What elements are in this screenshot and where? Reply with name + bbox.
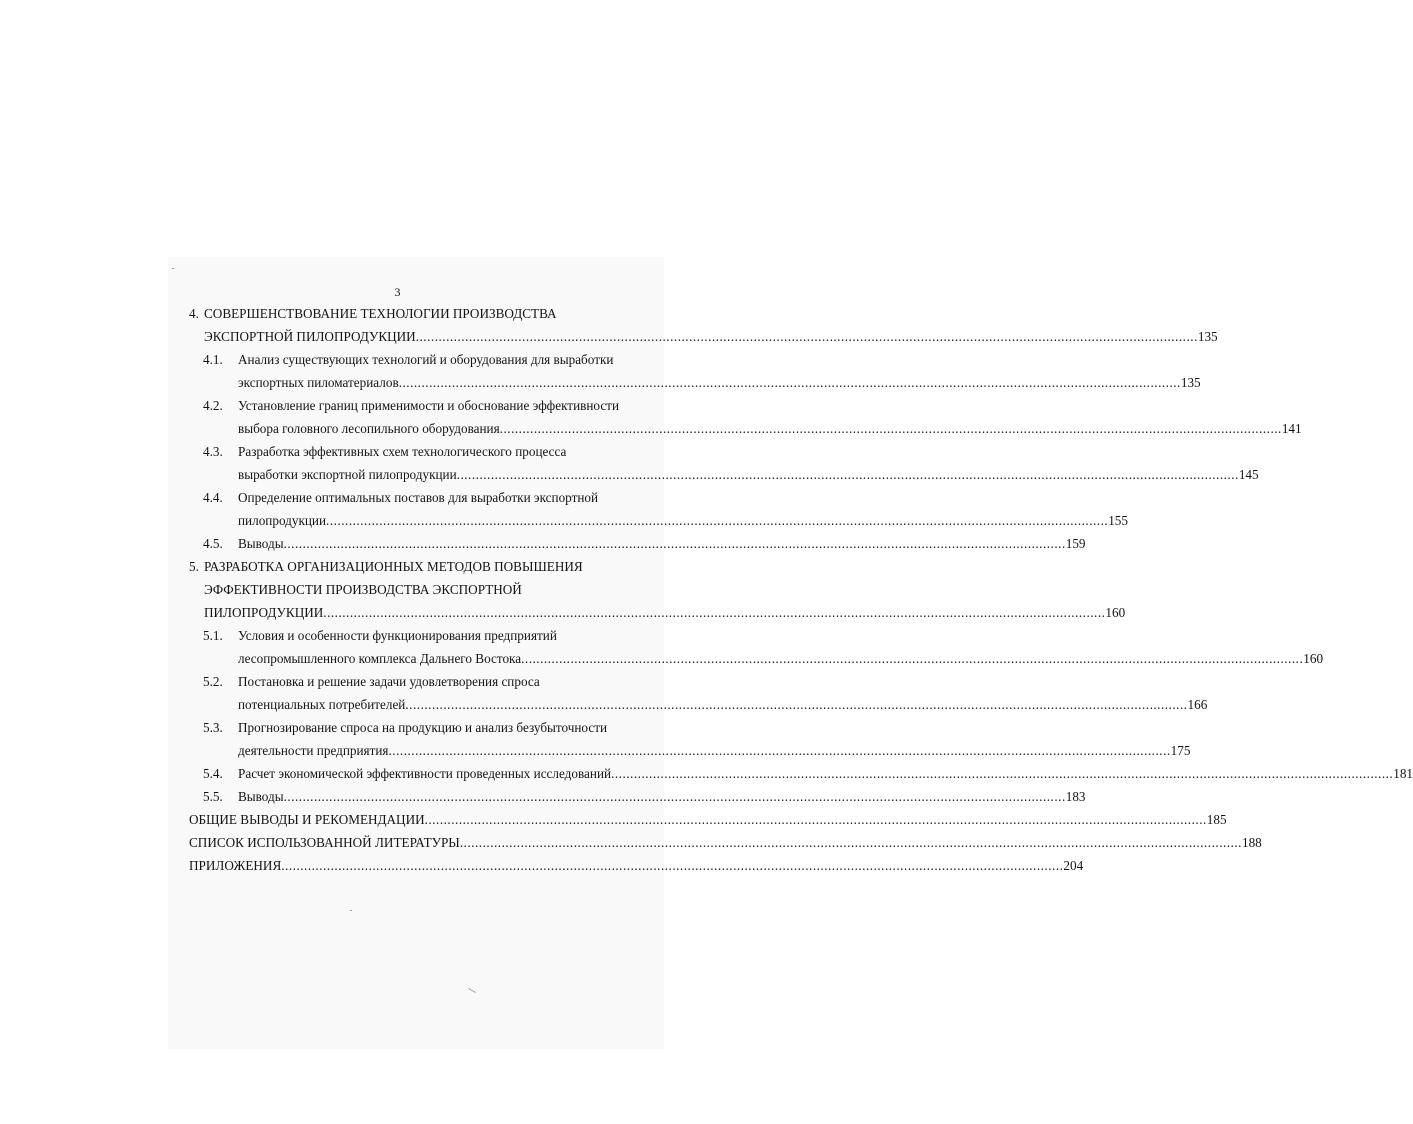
- subsection-5-1-title: Условия и особенности функционирования предприятий: [238, 628, 557, 643]
- scan-speck: [172, 268, 174, 269]
- toc-entry-references[interactable]: [189, 834, 1262, 852]
- subsection-4-5-number: 4.5.: [203, 536, 223, 551]
- page-number: 3: [394, 285, 401, 299]
- appendices-title: ПРИЛОЖЕНИЯ: [189, 858, 282, 873]
- dot-leader: ..............................................................................................................................................................................................................: [326, 513, 1109, 528]
- references-title: СПИСОК ИСПОЛЬЗОВАННОЙ ЛИТЕРАТУРЫ: [189, 835, 460, 850]
- section-5-number: 5.: [189, 559, 199, 574]
- toc-entry-conclusions[interactable]: [189, 811, 1227, 829]
- toc-entry-section-5[interactable]: [204, 604, 1126, 622]
- toc-entry-4-5[interactable]: [238, 535, 1086, 553]
- page-ref: 141: [1281, 421, 1302, 436]
- section-5-title: РАЗРАБОТКА ОРГАНИЗАЦИОННЫХ МЕТОДОВ ПОВЫШЕНИЯ: [204, 559, 583, 574]
- subsection-4-3-number: 4.3.: [203, 444, 223, 459]
- subsection-4-3-title-cont: выработки экспортной пилопродукции: [238, 467, 457, 482]
- section-5-title-line-2: ЭФФЕКТИВНОСТИ ПРОИЗВОДСТВА ЭКСПОРТНОЙ: [204, 582, 522, 597]
- page-ref: 175: [1170, 743, 1191, 758]
- page-ref: 160: [1105, 605, 1126, 620]
- subsection-5-2-title: Постановка и решение задачи удовлетворения спроса: [238, 674, 540, 689]
- subsection-4-2-number: 4.2.: [203, 398, 223, 413]
- page-ref: 135: [1197, 329, 1218, 344]
- dot-leader: ..............................................................................................................................................................................................................: [405, 697, 1188, 712]
- toc-entry-5-5[interactable]: [238, 788, 1086, 806]
- toc-entry-section-4[interactable]: [204, 328, 1218, 346]
- page-ref: 135: [1180, 375, 1201, 390]
- dot-leader: ..............................................................................................................................................................................................................: [424, 812, 1207, 827]
- section-4-title-cont: ЭКСПОРТНОЙ ПИЛОПРОДУКЦИИ: [204, 329, 416, 344]
- dot-leader: ..............................................................................................................................................................................................................: [456, 467, 1239, 482]
- page-ref: 181: [1393, 766, 1413, 781]
- subsection-5-1-number: 5.1.: [203, 628, 223, 643]
- page-ref: 204: [1063, 858, 1084, 873]
- toc-entry-appendices[interactable]: [189, 857, 1084, 875]
- subsection-4-4-number: 4.4.: [203, 490, 223, 505]
- subsection-5-3-title-cont: деятельности предприятия: [238, 743, 389, 758]
- toc-entry-4-3[interactable]: [238, 466, 1259, 484]
- page-ref: 145: [1238, 467, 1259, 482]
- subsection-5-5-title: Выводы: [238, 789, 284, 804]
- subsection-5-3-number: 5.3.: [203, 720, 223, 735]
- page-ref: 166: [1187, 697, 1208, 712]
- page-ref: 185: [1206, 812, 1227, 827]
- scan-speck: [350, 910, 352, 911]
- conclusions-title: ОБЩИЕ ВЫВОДЫ И РЕКОМЕНДАЦИИ: [189, 812, 425, 827]
- subsection-5-2-title-cont: потенциальных потребителей: [238, 697, 406, 712]
- toc-entry-5-1[interactable]: [238, 650, 1324, 668]
- dot-leader: ..............................................................................................................................................................................................................: [388, 743, 1171, 758]
- dot-leader: ..............................................................................................................................................................................................................: [283, 789, 1066, 804]
- section-4-number: 4.: [189, 306, 199, 321]
- subsection-4-5-title: Выводы: [238, 536, 284, 551]
- dot-leader: ..............................................................................................................................................................................................................: [459, 835, 1242, 850]
- dot-leader: ..............................................................................................................................................................................................................: [521, 651, 1304, 666]
- subsection-5-4-title: Расчет экономической эффективности проведенных исследований: [238, 766, 612, 781]
- dot-leader: ..............................................................................................................................................................................................................: [283, 536, 1066, 551]
- page-ref: 160: [1303, 651, 1324, 666]
- subsection-4-2-title-cont: выбора головного лесопильного оборудования: [238, 421, 500, 436]
- page-ref: 188: [1241, 835, 1262, 850]
- subsection-5-1-title-cont: лесопромышленного комплекса Дальнего Востока: [238, 651, 522, 666]
- subsection-4-3-title: Разработка эффективных схем технологического процесса: [238, 444, 567, 459]
- subsection-5-3-title: Прогнозирование спроса на продукцию и анализ безубыточности: [238, 720, 608, 735]
- subsection-4-1-number: 4.1.: [203, 352, 223, 367]
- subsection-5-5-number: 5.5.: [203, 789, 223, 804]
- toc-entry-5-4[interactable]: [238, 765, 1413, 783]
- subsection-4-1-title: Анализ существующих технологий и оборудования для выработки: [238, 352, 614, 367]
- subsection-5-4-number: 5.4.: [203, 766, 223, 781]
- dot-leader: ..............................................................................................................................................................................................................: [323, 605, 1106, 620]
- toc-entry-4-4[interactable]: [238, 512, 1128, 530]
- subsection-4-4-title-cont: пилопродукции: [238, 513, 327, 528]
- toc-entry-4-1[interactable]: [238, 374, 1201, 392]
- subsection-5-2-number: 5.2.: [203, 674, 223, 689]
- section-5-title-cont: ПИЛОПРОДУКЦИИ: [204, 605, 324, 620]
- dot-leader: ..............................................................................................................................................................................................................: [415, 329, 1198, 344]
- section-4-title: СОВЕРШЕНСТВОВАНИЕ ТЕХНОЛОГИИ ПРОИЗВОДСТВА: [204, 306, 557, 321]
- dot-leader: ..............................................................................................................................................................................................................: [611, 766, 1394, 781]
- toc-entry-5-2[interactable]: [238, 696, 1208, 714]
- subsection-4-2-title: Установление границ применимости и обоснование эффективности: [238, 398, 620, 413]
- subsection-4-4-title: Определение оптимальных поставов для выработки экспортной: [238, 490, 599, 505]
- dot-leader: ..............................................................................................................................................................................................................: [281, 858, 1064, 873]
- toc-entry-4-2[interactable]: [238, 420, 1302, 438]
- page-ref: 155: [1108, 513, 1128, 528]
- page-ref: 183: [1065, 789, 1086, 804]
- dot-leader: ..............................................................................................................................................................................................................: [499, 421, 1282, 436]
- page-ref: 159: [1065, 536, 1086, 551]
- dot-leader: ..............................................................................................................................................................................................................: [398, 375, 1181, 390]
- subsection-4-1-title-cont: экспортных пиломатериалов: [238, 375, 399, 390]
- toc-entry-5-3[interactable]: [238, 742, 1191, 760]
